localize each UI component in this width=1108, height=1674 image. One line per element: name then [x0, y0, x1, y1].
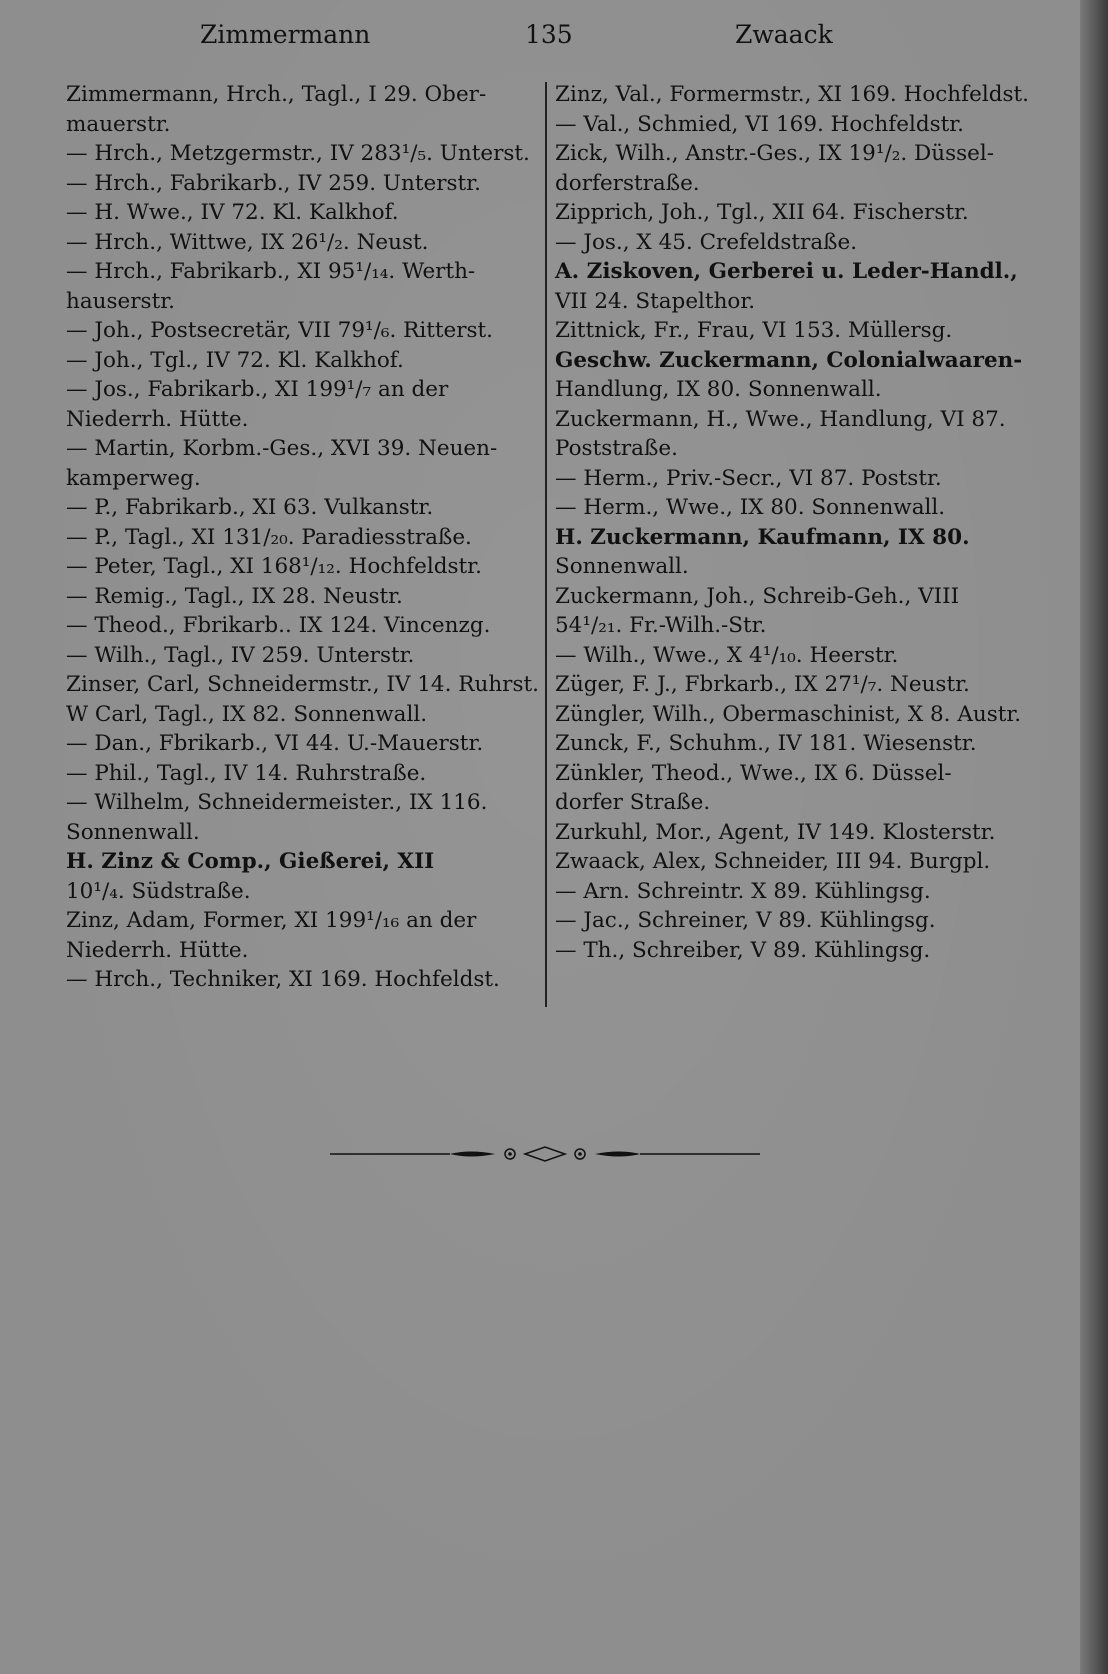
- entry-line: Zick, Wilh., Anstr.-Ges., IX 19¹/₂. Düssel-: [555, 141, 995, 166]
- entry-line: — Val., Schmied, VI 169. Hochfeldstr.: [555, 111, 965, 137]
- entry-line: Zwaack, Alex, Schneider, III 94. Burgpl.: [555, 849, 991, 874]
- entry-line: — Hrch., Metzgermstr., IV 283¹/₅. Unterst.: [66, 141, 530, 166]
- entry-line: Niederrh. Hütte.: [66, 406, 249, 432]
- entry-line: — P., Fabrikarb., XI 63. Vulkanstr.: [66, 495, 434, 520]
- entry-line: Niederrh. Hütte.: [66, 937, 249, 963]
- entry-line: — Jos., Fabrikarb., XI 199¹/₇ an der: [66, 377, 449, 402]
- entry-line: — Hrch., Wittwe, IX 26¹/₂. Neust.: [66, 229, 429, 255]
- left-column: [66, 80, 539, 995]
- entry-line-bold: Geschw. Zuckermann, Colonialwaaren-: [555, 347, 1023, 373]
- entry-line-bold: H. Zuckermann, Kaufmann, IX 80.: [555, 524, 970, 550]
- entry-line: — H. Wwe., IV 72. Kl. Kalkhof.: [66, 200, 399, 225]
- entry-line-bold: A. Ziskoven, Gerberei u. Leder-Handl.,: [555, 259, 1018, 284]
- entry-line: Zünkler, Theod., Wwe., IX 6. Düssel-: [555, 760, 952, 786]
- entry-line-bold: H. Zinz & Comp., Gießerei, XII: [66, 849, 435, 874]
- entry-line: — Peter, Tagl., XI 168¹/₁₂. Hochfeldstr.: [66, 554, 482, 579]
- entry-line: — Wilhelm, Schneidermeister., IX 116.: [66, 790, 488, 815]
- entry-line: — Herm., Priv.-Secr., VI 87. Poststr.: [555, 465, 942, 491]
- entry-line: Zunck, F., Schuhm., IV 181. Wiesenstr.: [555, 731, 977, 756]
- entry-line: — Hrch., Techniker, XI 169. Hochfeldst.: [66, 967, 500, 992]
- entry-line: Zurkuhl, Mor., Agent, IV 149. Klosterstr.: [555, 819, 996, 845]
- entry-line: — Martin, Korbm.-Ges., XVI 39. Neuen-: [66, 436, 498, 461]
- entry-line: — Herm., Wwe., IX 80. Sonnenwall.: [555, 495, 946, 520]
- entry-line: 10¹/₄. Südstraße.: [66, 878, 251, 904]
- entry-line: Handlung, IX 80. Sonnenwall.: [555, 377, 882, 402]
- entry-line: — Phil., Tagl., IV 14. Ruhrstraße.: [66, 760, 427, 786]
- entry-line: — Wilh., Wwe., X 4¹/₁₀. Heerstr.: [555, 642, 899, 668]
- entry-line: — Joh., Tgl., IV 72. Kl. Kalkhof.: [66, 347, 404, 373]
- entry-line: — Jos., X 45. Crefeldstraße.: [555, 229, 858, 255]
- column-divider: [545, 82, 547, 1007]
- entry-line: Zuckermann, Joh., Schreib-Geh., VIII: [555, 583, 960, 609]
- entry-line: — Arn. Schreintr. X 89. Kühlingsg.: [555, 878, 931, 904]
- right-column: [555, 80, 1045, 965]
- entry-line: — Dan., Fbrikarb., VI 44. U.-Mauerstr.: [66, 731, 484, 756]
- entry-line: — Th., Schreiber, V 89. Kühlingsg.: [555, 937, 931, 963]
- entry-line: Sonnenwall.: [555, 554, 689, 579]
- header-right-running-head: Zwaack: [735, 20, 833, 49]
- entry-line: — Hrch., Fabrikarb., XI 95¹/₁₄. Werth-: [66, 259, 476, 284]
- entry-line: Zimmermann, Hrch., Tagl., I 29. Ober-: [66, 82, 487, 107]
- entry-line: Zipprich, Joh., Tgl., XII 64. Fischerstr.: [555, 200, 969, 225]
- entry-line: — Wilh., Tagl., IV 259. Unterstr.: [66, 642, 415, 668]
- entry-line: mauerstr.: [66, 111, 171, 137]
- entry-line: Zinser, Carl, Schneidermstr., IV 14. Ruhrst.: [66, 672, 539, 697]
- entry-line: VII 24. Stapelthor.: [555, 288, 756, 314]
- entry-line: — Joh., Postsecretär, VII 79¹/₆. Ritterst.: [66, 318, 494, 343]
- page-header: [60, 14, 1040, 58]
- entry-line: kamperweg.: [66, 465, 201, 491]
- decorative-ornament: [330, 1143, 760, 1165]
- entry-line: — Jac., Schreiner, V 89. Kühlingsg.: [555, 908, 936, 933]
- entry-line: — P., Tagl., XI 131/₂₀. Paradiesstraße.: [66, 524, 472, 550]
- entry-line: — Remig., Tagl., IX 28. Neustr.: [66, 583, 403, 609]
- entry-line: dorferstraße.: [555, 170, 700, 196]
- entry-line: Zinz, Val., Formermstr., XI 169. Hochfeldst.: [555, 82, 1029, 107]
- entry-line: Sonnenwall.: [66, 819, 200, 845]
- page-number: 135: [525, 20, 573, 49]
- entry-line: dorfer Straße.: [555, 790, 711, 815]
- entry-line: Poststraße.: [555, 436, 678, 461]
- entry-line: Züngler, Wilh., Obermaschinist, X 8. Austr.: [555, 701, 1022, 727]
- entry-line: hauserstr.: [66, 288, 175, 314]
- header-left-running-head: Zimmermann: [200, 20, 371, 49]
- entry-line: Züger, F. J., Fbrkarb., IX 27¹/₇. Neustr.: [555, 672, 970, 697]
- entry-line: 54¹/₂₁. Fr.-Wilh.-Str.: [555, 613, 767, 638]
- entry-line: W Carl, Tagl., IX 82. Sonnenwall.: [66, 701, 428, 727]
- entry-line: — Hrch., Fabrikarb., IV 259. Unterstr.: [66, 170, 481, 196]
- entry-line: — Theod., Fbrikarb.. IX 124. Vincenzg.: [66, 613, 491, 638]
- page-edge-shadow: [1080, 0, 1108, 1674]
- entry-line: Zuckermann, H., Wwe., Handlung, VI 87.: [555, 406, 1006, 432]
- entry-line: Zittnick, Fr., Frau, VI 153. Müllersg.: [555, 318, 953, 343]
- entry-line: Zinz, Adam, Former, XI 199¹/₁₆ an der: [66, 908, 477, 933]
